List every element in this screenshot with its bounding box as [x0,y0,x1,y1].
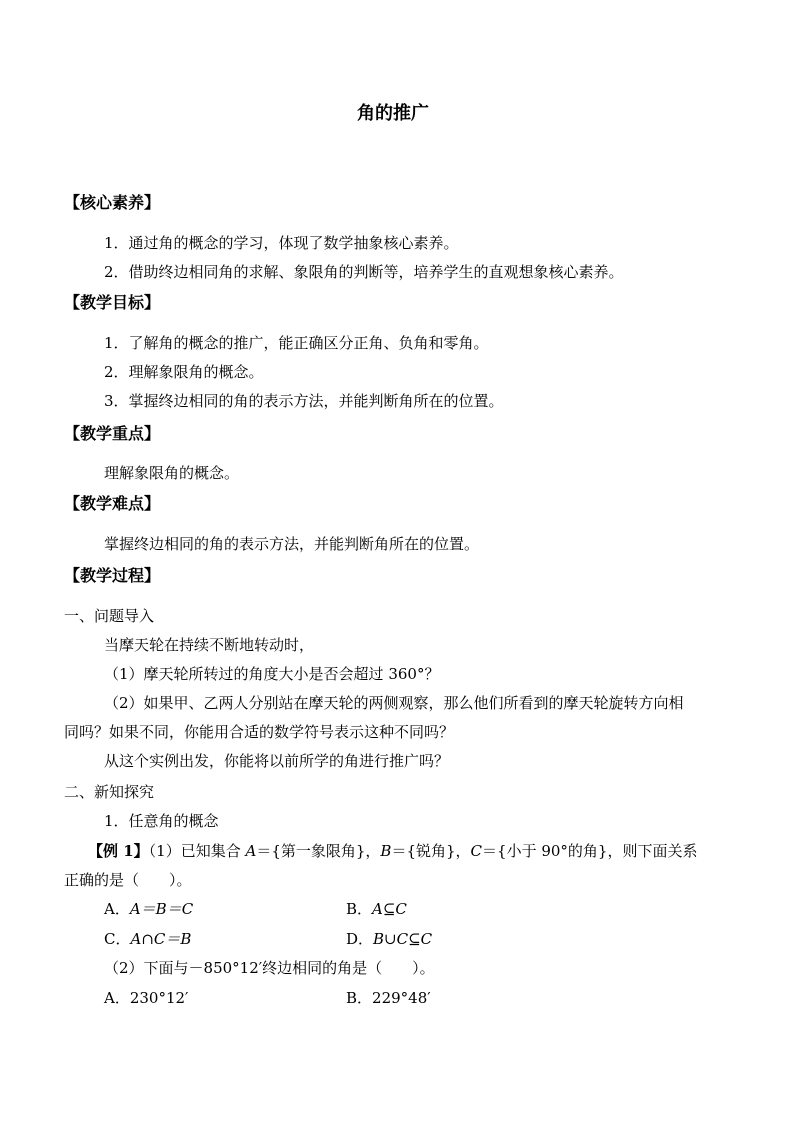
difficulty-text: 掌握终边相同的角的表示方法，并能判断角所在的位置。 [104,535,480,553]
option-c-label: C． [104,930,131,948]
option-b [346,899,407,919]
q2-option-b: B．229°48′ [346,989,431,1007]
option-a [104,899,193,919]
teaching-goals-item-1: 1．了解角的概念的推广，能正确区分正角、负角和零角。 [104,334,489,352]
core-literacy-heading: 【核心素养】 [64,193,161,212]
part2-heading: 二、新知探究 [64,783,155,801]
option-a-text: A＝B＝C [129,900,194,918]
teaching-goals-item-2: 2．理解象限角的概念。 [104,363,264,381]
part1-q1: （1）摩天轮所转过的角度大小是否会超过 360°？ [104,665,440,683]
example-1-line2: 正确的是（ ）。 [64,871,192,889]
example-1-line1 [88,841,697,861]
part1-q2-line1: （2）如果甲、乙两人分别站在摩天轮的两侧观察，那么他们所看到的摩天轮旋转方向相 [104,694,684,712]
part1-closing: 从这个实例出发，你能将以前所学的角进行推广吗？ [104,752,450,770]
key-point-text: 理解象限角的概念。 [104,464,240,482]
example-text-4: ＝{小于 90°的角}，则下面关系 [482,842,698,860]
option-c-text: A∩C＝B [130,930,192,948]
example-label: 【例 1】 [88,842,149,860]
key-point-heading: 【教学重点】 [64,424,161,443]
example-text-2: ＝{第一象限角}， [256,842,381,860]
part1-heading: 一、问题导入 [64,607,155,625]
option-d-text: B∪C⊆C [373,930,433,948]
part1-q2-line2: 同吗？如果不同，你能用合适的数学符号表示这种不同吗？ [64,723,455,741]
option-b-label: B． [346,900,373,918]
option-d [346,929,432,949]
page-title: 角的推广 [357,103,429,124]
core-literacy-item-2: 2．借助终边相同角的求解、象限角的判断等，培养学生的直观想象核心素养。 [104,263,624,281]
process-heading: 【教学过程】 [64,566,161,585]
q2-option-a: A．230°12′ [104,989,189,1007]
example-q2: （2）下面与－850°12′终边相同的角是（ ）。 [104,959,435,977]
example-text-1: （1）已知集合 [148,842,246,860]
option-a-label: A． [104,900,130,918]
difficulty-heading: 【教学难点】 [64,494,161,513]
set-a: A [245,842,257,860]
part1-intro: 当摩天轮在持续不断地转动时， [104,636,315,654]
option-b-text: A⊆C [372,900,407,918]
part2-sub1: 1．任意角的概念 [104,812,219,830]
set-c: C [470,842,483,860]
teaching-goals-heading: 【教学目标】 [64,293,161,312]
option-c [104,929,191,949]
teaching-goals-item-3: 3．掌握终边相同的角的表示方法，并能判断角所在的位置。 [104,392,504,410]
set-b: B [380,842,392,860]
example-text-3: ＝{锐角}， [391,842,471,860]
core-literacy-item-1: 1．通过角的概念的学习，体现了数学抽象核心素养。 [104,234,459,252]
option-d-label: D． [346,930,374,948]
